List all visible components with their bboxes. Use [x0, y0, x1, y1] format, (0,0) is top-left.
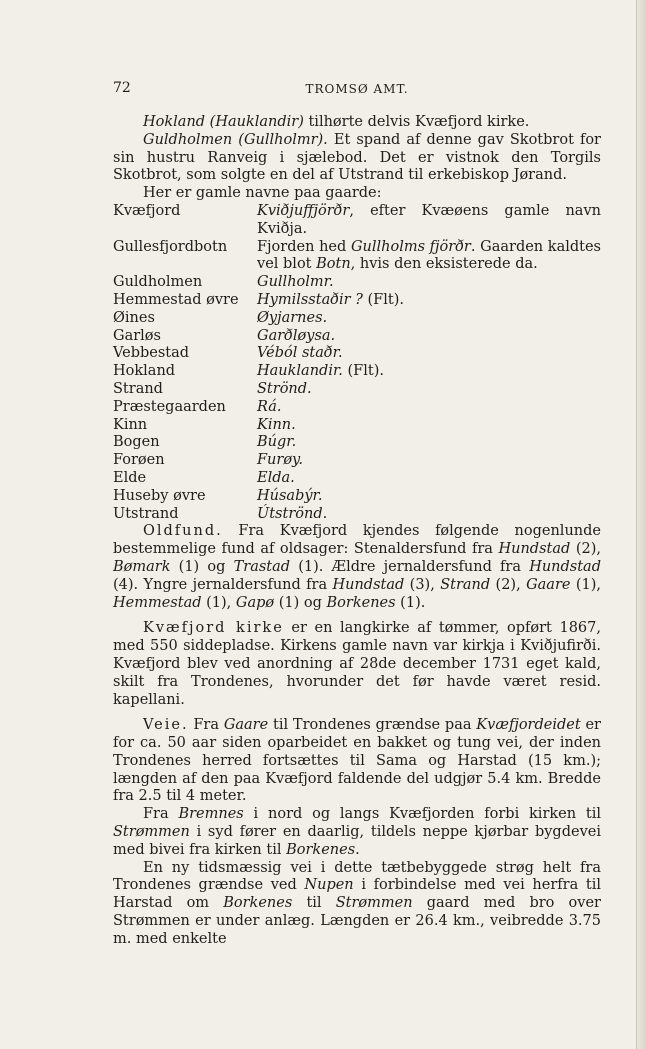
old-name: [257, 434, 601, 452]
old-norse-name: Rá.: [257, 398, 282, 415]
text: i forbindelse med vei herfra til Harstad om: [113, 877, 601, 912]
paragraph-guldholmen: [113, 132, 601, 185]
modern-name: Kinn: [113, 416, 148, 433]
old-norse-name: Hauklandir.: [257, 363, 343, 380]
italic-place: Kvæfjordeidet: [476, 717, 581, 734]
old-name: [257, 506, 601, 524]
farm-name-row: [113, 470, 601, 488]
farm-name-row: [113, 239, 601, 275]
modern-name: Strand: [113, 380, 163, 397]
text: En ny tidsmæssig vei i dette tætbebyggede strøg helt fra Trondenes grændse ved: [113, 859, 601, 894]
italic-name: Guldholmen (Gullholmr).: [143, 131, 328, 148]
text: (4). Yngre jernaldersfund fra: [113, 576, 333, 593]
text: (1) og: [170, 558, 234, 575]
section-head: Veie.: [143, 717, 189, 734]
paragraph-roads-3: [113, 860, 601, 949]
old-name: [257, 203, 601, 239]
text: (2),: [490, 576, 527, 593]
modern-name: Utstrand: [113, 505, 179, 522]
old-name: [257, 328, 601, 346]
note-text: (Flt).: [362, 291, 404, 308]
page-body: [113, 114, 601, 949]
italic-place: Gaare: [526, 576, 571, 593]
old-name: [257, 488, 601, 506]
modern-name: Vebbestad: [113, 345, 190, 362]
farm-name-row: [113, 434, 601, 452]
text: Et spand af denne gav Skotbrot for sin hustru Ranveig i sjælebod. Det er vistnok den Torgils Skotbrot, som solgte en del af Utstrand til erkebiskop Jørand.: [113, 131, 601, 184]
section-head: Kvæfjord kirke: [143, 620, 284, 637]
text: til Trondenes grændse paa: [268, 717, 477, 734]
text: til: [292, 895, 336, 912]
text: .: [355, 841, 360, 858]
book-page: [113, 78, 601, 949]
text: (1),: [201, 594, 236, 611]
modern-name: Kvæfjord: [113, 202, 181, 219]
farm-name-row: [113, 417, 601, 435]
text: Fra: [143, 806, 179, 823]
old-name: [257, 292, 601, 310]
text: (1). Ældre jernaldersfund fra: [290, 558, 530, 575]
old-name: [257, 310, 601, 328]
text: (1) og: [274, 594, 327, 611]
note-text: , efter Kvæøens gamle navn Kviðja.: [257, 202, 601, 237]
modern-name: Gullesfjordbotn: [113, 238, 228, 255]
modern-name: Elde: [113, 469, 147, 486]
old-norse-name: Elda.: [257, 469, 295, 486]
note-text: Fjorden hed: [257, 238, 351, 255]
paragraph-oldfund: [113, 523, 601, 612]
old-norse-name: Kviðjuffjörðr: [257, 202, 350, 219]
old-norse-name: Strönd.: [257, 380, 312, 397]
old-name: [257, 381, 601, 399]
old-norse-name: Véból staðr.: [257, 345, 343, 362]
paragraph-roads: [113, 717, 601, 806]
text: i syd fører en daarlig, tildels neppe kjørbar bygdevei med bivei fra kirken til: [113, 824, 601, 858]
modern-name: Præstegaarden: [113, 398, 226, 415]
farm-names-list: [113, 203, 601, 523]
old-name: [257, 239, 601, 275]
old-name: [257, 417, 601, 435]
italic-place: Bremnes: [178, 806, 244, 823]
modern-name: Bogen: [113, 434, 160, 451]
old-norse-name: Kinn.: [257, 416, 296, 433]
text: gaard med bro over Strømmen er under anlæg. Længden er 26.4 km., veibredde 3.75 m. med enkelte: [113, 895, 601, 947]
farm-name-row: [113, 506, 601, 524]
modern-name: Guldholmen: [113, 274, 203, 291]
italic-place: Hundstad: [529, 558, 601, 575]
italic-place: Trastad: [233, 558, 291, 575]
modern-name: Garløs: [113, 327, 161, 344]
old-name: [257, 399, 601, 417]
text: (1).: [395, 594, 426, 611]
farm-name-row: [113, 203, 601, 239]
italic-place: Hemmestad: [113, 594, 202, 611]
page-edge: [636, 0, 646, 1049]
old-norse-name: Garðløysa.: [257, 327, 336, 344]
old-name: [257, 452, 601, 470]
italic-place: Gaare: [223, 717, 269, 734]
farm-name-row: [113, 292, 601, 310]
italic-place: Nupen: [304, 877, 354, 894]
italic-place: Strømmen: [113, 824, 190, 841]
text: (3),: [404, 576, 441, 593]
farm-name-row: [113, 328, 601, 346]
page-number: 72: [113, 80, 131, 96]
note-text: . Gaarden kaldtes vel blot: [257, 238, 601, 273]
farm-name-row: [113, 381, 601, 399]
paragraph-hokland: [113, 114, 601, 132]
italic-name: Hokland (Hauklandir): [143, 114, 304, 130]
old-norse-name: Øyjarnes.: [257, 309, 328, 326]
farm-name-row: [113, 363, 601, 381]
farm-name-row: [113, 452, 601, 470]
text: er for ca. 50 aar siden oparbeidet en bakket og tung vei, der inden Trondenes herred fortsættes til Sama og Harstad (15 km.); længden af den paa Kvæfjord faldende del udgjør 5.4 km. Bredde fra 2.5 til 4 meter.: [113, 717, 601, 805]
modern-name: Hokland: [113, 363, 176, 380]
old-norse-name: Útströnd.: [257, 505, 328, 522]
old-name: [257, 345, 601, 363]
text: Fra: [188, 717, 224, 734]
farm-name-row: [113, 274, 601, 292]
italic-place: Hundstad: [498, 541, 571, 558]
text: er en langkirke af tømmer, opført 1867, med 550 siddepladse. Kirkens gamle navn var kirkja i Kviðjufirði. Kvæfjord blev ved anordning af 28de december 1731 eget kald, skilt fra Trondenes, hvorunder det før havde været resid. kapellani.: [113, 620, 601, 708]
note-text: (Flt).: [342, 363, 384, 380]
modern-name: Hemmestad øvre: [113, 291, 239, 308]
text: (1),: [570, 576, 601, 593]
farm-name-row: [113, 345, 601, 363]
italic-place: Bømark: [113, 558, 171, 575]
note-text: , hvis den eksisterede da.: [350, 256, 538, 273]
text: tilhørte delvis Kvæfjord kirke.: [303, 114, 530, 130]
paragraph-names-intro: Her er gamle navne paa gaarde:: [143, 185, 382, 202]
modern-name: Huseby øvre: [113, 487, 206, 504]
text: i nord og langs Kvæfjorden forbi kirken til: [243, 806, 601, 823]
farm-name-row: [113, 310, 601, 328]
modern-name: Øines: [113, 309, 155, 326]
old-name: [257, 363, 601, 381]
old-norse-name: Hymilsstaðir ?: [257, 291, 363, 308]
old-name: [257, 470, 601, 488]
italic-place: Borkenes: [286, 841, 356, 858]
old-norse-name: Gullholmr.: [257, 274, 334, 291]
paragraph-roads-2: [113, 806, 601, 859]
old-name: [257, 274, 601, 292]
text: (2),: [570, 541, 601, 558]
italic-place: Strand: [440, 576, 491, 593]
section-head: Oldfund.: [143, 523, 223, 540]
running-title: TROMSØ AMT.: [305, 82, 409, 96]
farm-name-row: [113, 399, 601, 417]
old-norse-name: Húsabýr.: [257, 487, 323, 504]
italic-place: Strømmen: [335, 895, 413, 912]
italic-place: Hundstad: [332, 576, 405, 593]
italic-place: Borkenes: [223, 895, 293, 912]
farm-name-row: [113, 488, 601, 506]
paragraph-church: [113, 620, 601, 709]
old-norse-name: Búgr.: [257, 434, 297, 451]
modern-name: Forøen: [113, 452, 165, 469]
italic-place: Gapø: [235, 594, 275, 611]
running-header: [113, 78, 601, 100]
old-norse-name: Furøy.: [257, 452, 303, 469]
old-norse-name: Botn: [316, 256, 351, 273]
italic-place: Borkenes: [326, 594, 396, 611]
text: Fra Kvæfjord kjendes følgende nogenlunde bestemmelige fund af oldsager: Stenaldersfund fra: [113, 523, 601, 558]
old-norse-name: Gullholms fjörðr: [350, 238, 471, 255]
